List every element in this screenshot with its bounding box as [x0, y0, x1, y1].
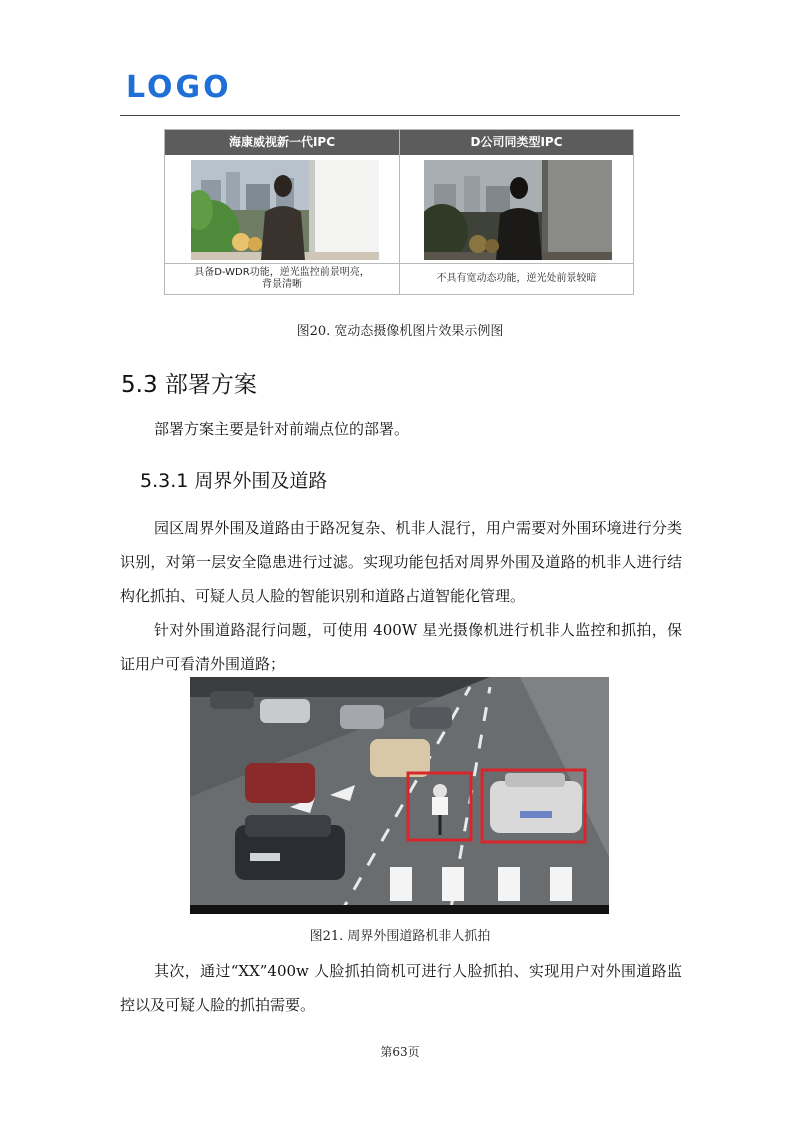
traffic-capture-photo — [190, 677, 609, 914]
no-wdr-photo-dark — [424, 160, 612, 260]
comparison-right-title: D公司同类型IPC — [400, 130, 633, 155]
wdr-photo-bright — [191, 160, 379, 260]
table-row-divider — [165, 263, 633, 264]
left-caption-line2: 背景清晰 — [261, 279, 302, 290]
paragraph-2: 针对外围道路混行问题，可使用 400W 星光摄像机进行机非人监控和抓拍，保证用户可看清外围道路； — [120, 621, 682, 673]
page-number: 第63页 — [380, 1045, 420, 1059]
comparison-table — [164, 129, 634, 295]
paragraph-1: 园区周界外围及道路由于路况复杂、机非人混行，用户需要对外围环境进行分类识别，对第一层安全隐患进行过滤。实现功能包括对周界外围及道路的机非人进行结构化抓拍、可疑人员人脸的智能识别和道路占道智能化管理。 — [120, 519, 682, 605]
header-rule — [120, 115, 680, 116]
figure-21-caption: 图21. 周界外围道路机非人抓拍 — [309, 929, 491, 944]
comparison-left-caption — [165, 265, 399, 293]
figure-20-caption: 图20. 宽动态摄像机图片效果示例图 — [296, 324, 504, 339]
logo: LOGO — [126, 69, 232, 106]
paragraph-3: 其次，通过“XX”400w 人脸抓拍筒机可进行人脸抓拍、实现用户对外围道路监控以及可疑人脸的抓拍需要。 — [120, 962, 682, 1014]
comparison-left-title: 海康威视新一代IPC — [165, 130, 399, 155]
comparison-right-caption: 不具有宽动态功能，逆光处前景较暗 — [436, 273, 597, 284]
subsection-heading: 5.3.1 周界外围及道路 — [140, 470, 328, 492]
section-heading: 5.3 部署方案 — [121, 372, 257, 398]
section-intro: 部署方案主要是针对前端点位的部署。 — [154, 420, 410, 438]
left-caption-line1: 具备D-WDR功能，逆光监控前景明亮， — [194, 267, 370, 278]
